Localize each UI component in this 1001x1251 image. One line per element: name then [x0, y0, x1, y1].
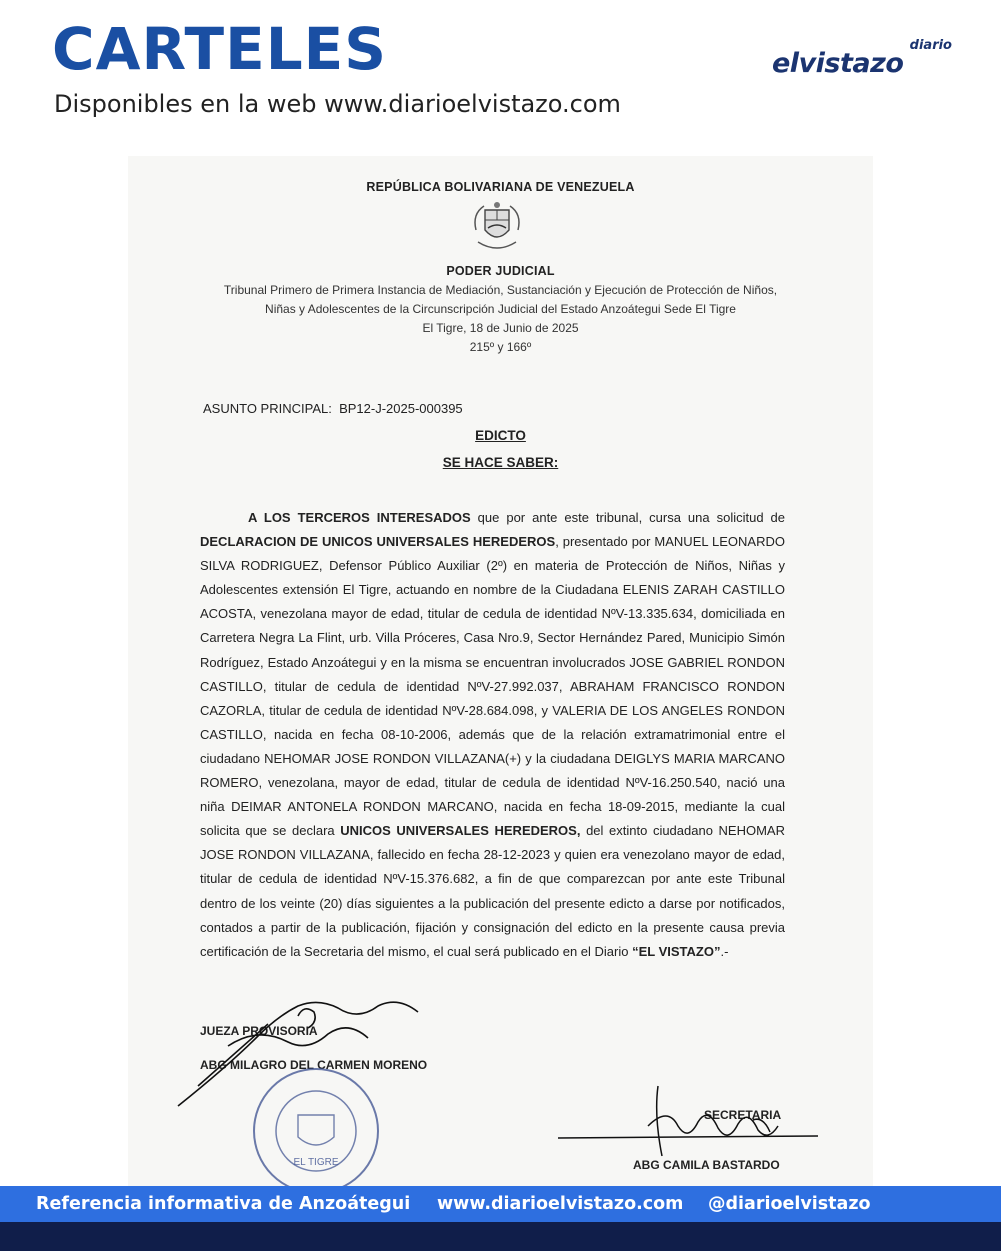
body-bold-5: UNICOS UNIVERSALES HEREDEROS, [340, 823, 581, 839]
body-bold-3: DECLARACION DE UNICOS UNIVERSALES HEREDEROS [200, 534, 556, 550]
footer-corner-decoration [941, 1222, 1001, 1251]
doc-header-country: REPÚBLICA BOLIVARIANA DE VENEZUELA [366, 180, 635, 194]
footer-bar [0, 1186, 1001, 1222]
coat-of-arms-icon [468, 200, 526, 254]
judge-title: JUEZA PROVISORIA [200, 1024, 318, 1038]
footer-dark-band [0, 1222, 1001, 1251]
doc-header-years: 215º y 166º [469, 340, 532, 354]
stamp-text: EL TIGRE [293, 1157, 339, 1168]
asunto-value: BP12-J-2025-000395 [339, 401, 463, 416]
footer-reference: Referencia informativa de Anzoátegui [36, 1194, 411, 1214]
doc-header-judicial: PODER JUDICIAL [446, 264, 555, 278]
doc-header-tribunal: Tribunal Primero de Primera Instancia de Mediación, Sustanciación y Ejecución de Protección de Niños, [223, 283, 778, 297]
body-text-8: .- [720, 943, 729, 959]
judge-name: ABG MILAGRO DEL CARMEN MORENO [200, 1058, 428, 1072]
logo-small-text: diario [909, 38, 952, 53]
body-text-4: , presentado por MANUEL LEONARDO SILVA RODRIGUEZ, Defensor Público Auxiliar (2º) en materia de Protección de Niños, Niñas y Adolescentes extensión El Tigre, actuando en nombre de la Ciudadana ELENIS ZARAH CASTILLO ACOSTA, venezolana mayor de edad, titular de cedula de identidad NºV-13.335.634, domiciliada en Carretera Negra La Flint, urb. Villa Próceres, Casa Nro.9, Sector Hernández Pared, Municipio Simón Rodríguez, Estado Anzoátegui y en la misma se encuentran involucrados JOSE GABRIEL RONDON CASTILLO, titular de cedula de identidad NºV-27.992.037, ABRAHAM FRANCISCO RONDON CAZORLA, titular de cedula de identidad NºV-28.684.098, y VALERIA DE LOS ANGELES RONDON CASTILLO, nacida en fecha 08-10-2006, además que de la relación extramatrimonial entre el ciudadano NEHOMAR JOSE RONDON VILLAZANA(+) y la ciudadana DEIGLYS MARIA MARCANO ROMERO, venezolana, mayor de edad, titular de cedula de identidad NºV-16.250.540, nació una niña DEIMAR ANTONELA RONDON MARCANO, nacida en fecha 18-09-2015, mediante la cual solicita que se declara [200, 534, 785, 839]
body-text-6: del extinto ciudadano NEHOMAR JOSE RONDON VILLAZANA, fallecido en fecha 28-12-2023 y quien era venezolano mayor de edad, titular de cedula de identidad NºV-15.376.682, a fin de que comparezcan por ante este Tribunal dentro de los veinte (20) días siguientes a la publicación del presente edicto a darse por notificados, contados a partir de la publicación, fijación y consignación del edicto en la presente causa previa certificación de la Secretaria del mismo, el cual será publicado en el Diario [200, 823, 785, 959]
body-text-2: que por ante este tribunal, cursa una solicitud de [470, 510, 785, 525]
asunto-principal [203, 401, 463, 416]
doc-header-circunscripcion: Niñas y Adolescentes de la Circunscripción Judicial del Estado Anzoátegui Sede El Tigre [265, 302, 736, 316]
body-bold-7: “EL VISTAZO” [632, 943, 721, 959]
edict-subtitle: SE HACE SABER: [442, 455, 559, 470]
brand-logo [772, 38, 952, 82]
secretary-title: SECRETARIA [704, 1108, 782, 1122]
edict-document [128, 156, 873, 1186]
secretary-signature [558, 1076, 828, 1166]
banner-title: CARTELES [52, 15, 388, 83]
edict-body [200, 506, 785, 964]
judge-signature [168, 976, 438, 1116]
footer-social-handle[interactable]: @diarioelvistazo [708, 1194, 871, 1214]
footer-website-link[interactable]: www.diarioelvistazo.com [437, 1194, 684, 1214]
doc-header-date: El Tigre, 18 de Junio de 2025 [422, 321, 579, 335]
secretary-name: ABG CAMILA BASTARDO [633, 1158, 780, 1172]
edict-title: EDICTO [475, 428, 526, 443]
asunto-label: ASUNTO PRINCIPAL: [203, 401, 332, 416]
body-bold-1: A LOS TERCEROS INTERESADOS [248, 510, 471, 525]
logo-main-text: elvistazo [772, 48, 904, 79]
banner-subtitle: Disponibles en la web www.diarioelvistazo.com [54, 90, 621, 118]
